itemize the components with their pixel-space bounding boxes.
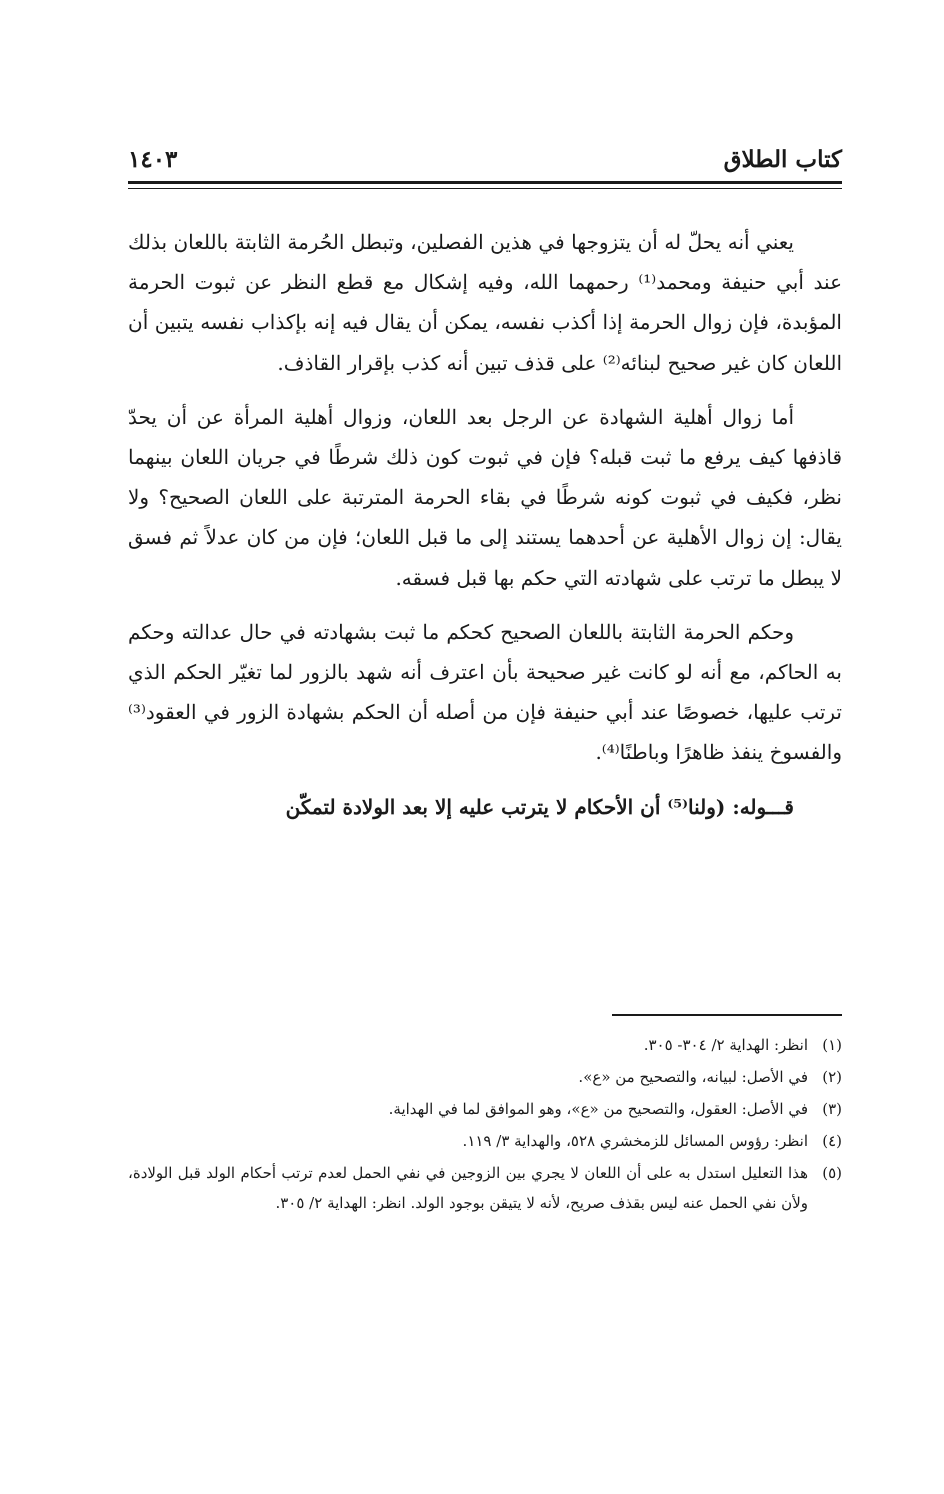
footnote-rule (612, 1014, 842, 1016)
footnote-3 (128, 1094, 842, 1124)
footnote-text: انظر: رؤوس المسائل للزمخشري ٥٢٨، والهداية ٣/ ١١٩. (462, 1132, 808, 1150)
paragraph-2: أما زوال أهلية الشهادة عن الرجل بعد اللعان، وزوال أهلية المرأة عن أن يحدّ قاذفها كيف يرفع ما ثبت قبله؟ فإن في ثبوت كون ذلك شرطًا في جريان اللعان بينهما نظر، فكيف في ثبوت كونه شرطًا في بقاء الحرمة المترتبة على اللعان الصحيح؟ ولا يقال: إن زوال الأهلية عن أحدهما يستند إلى ما قبل اللعان؛ فإن من كان عدلاً ثم فسق لا يبطل ما ترتب على شهادته التي حكم بها قبل فسقه. (128, 404, 842, 590)
footnote-5 (128, 1158, 842, 1218)
header-rule-thin (128, 188, 842, 189)
paragraph-3: وحكم الحرمة الثابتة باللعان الصحيح كحكم ما ثبت بشهادته في حال عدالته وحكم به الحاكم، مع أنه لو كانت غير صحيحة بأن اعترف أنه شهد بالزور لما تغيّر الحكم الذي ترتب عليها، خصوصًا عند أبي حنيفة فإن من أصله أن الحكم بشهادة الزور في العقود⁽³⁾ والفسوخ ينفذ ظاهرًا وباطنًا⁽⁴⁾. (128, 619, 842, 765)
footnote-text: في الأصل: العقول، والتصحيح من «ع»، وهو الموافق لما في الهداية. (388, 1100, 808, 1118)
running-header (128, 144, 842, 176)
running-title: كتاب الطلاق (723, 146, 842, 173)
footnote-text: انظر: الهداية ٢/ ٣٠٤- ٣٠٥. (643, 1036, 808, 1054)
footnote-number: (١) (822, 1036, 842, 1054)
header-rule-thick (128, 181, 842, 184)
footnote-2 (128, 1062, 842, 1092)
footnote-number: (٣) (822, 1100, 842, 1118)
footnote-number: (٥) (822, 1164, 842, 1182)
footnotes (128, 1030, 842, 1220)
footnote-1 (128, 1030, 842, 1060)
paragraph-1: يعني أنه يحلّ له أن يتزوجها في هذين الفصلين، وتبطل الحُرمة الثابتة باللعان بذلك عند أبي حنيفة ومحمد⁽¹⁾ رحمهما الله، وفيه إشكال مع قطع النظر عن ثبوت الحرمة المؤبدة، فإن زوال الحرمة إذا أكذب نفسه، يمكن أن يقال فيه إنه بإكذاب نفسه يتبين أن اللعان كان غير صحيح لبنائه⁽²⁾ على قذف تبين أنه كذب بإقرار القاذف. (128, 230, 843, 375)
body-text (128, 222, 842, 827)
footnote-4 (128, 1126, 842, 1156)
footnote-text: هذا التعليل استدل به على أن اللعان لا يجري بين الزوجين في نفي الحمل لعدم ترتب أحكام الولد قبل الولادة، ولأن نفي الحمل عنه ليس بقذف صريح، لأنه لا يتيقن بوجود الولد. انظر: الهداية ٢/ ٣٠٥. (128, 1164, 808, 1212)
bold-quote-line: قـــوله: (ولنا⁽⁵⁾ أن الأحكام لا يترتب عليه إلا بعد الولادة لتمكّن (285, 794, 794, 819)
page-number: ١٤٠٣ (128, 146, 178, 173)
footnote-number: (٤) (822, 1132, 842, 1150)
footnote-number: (٢) (822, 1068, 842, 1086)
footnote-text: في الأصل: لبيانه، والتصحيح من «ع». (578, 1068, 808, 1086)
